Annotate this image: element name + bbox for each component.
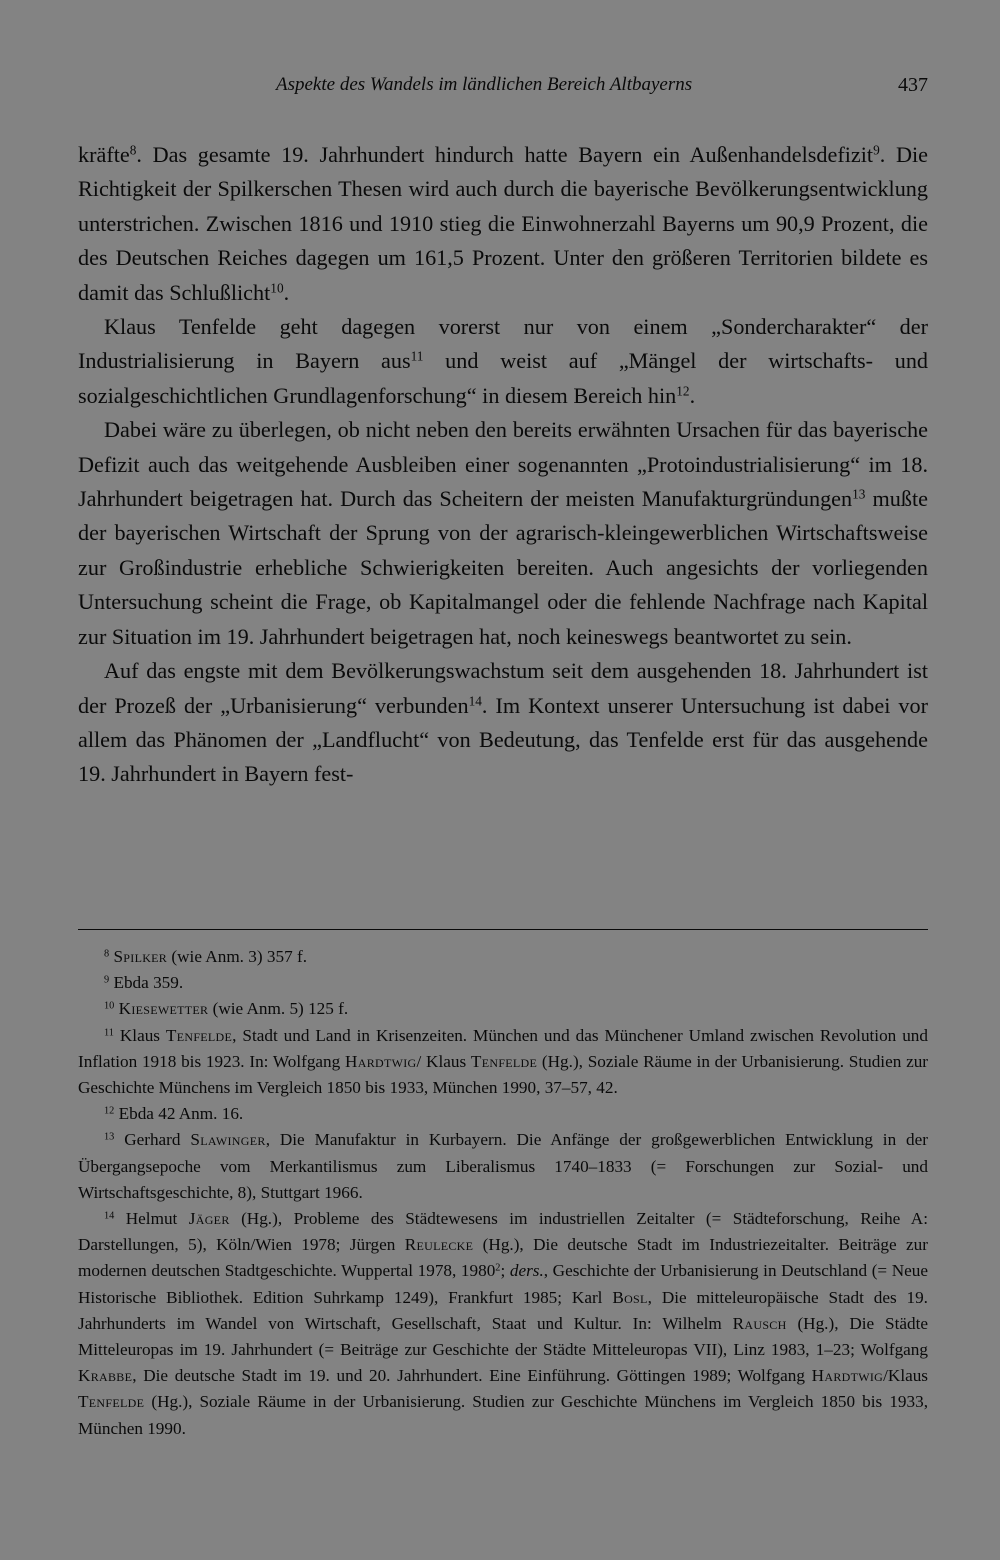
footnote-10 — [78, 996, 928, 1022]
author-name: Hardtwig — [345, 1051, 417, 1071]
text-run: , Geschichte der Urbanisierung in Deutschland (= Neue Historische Bibliothek. Edition Suhrkamp 1249), Frankfurt 1985; Karl — [78, 1261, 928, 1307]
text-run: /Klaus — [883, 1366, 928, 1386]
paragraph-4 — [78, 654, 928, 792]
footnote-14 — [78, 1206, 928, 1442]
footnote-ref: 10 — [270, 280, 284, 296]
text-run: . Die Richtigkeit der Spilkerschen Thesen wird auch durch die bayerische Bevölkerungsentwicklung unterstrichen. Zwischen 1816 und 1910 stieg die Einwohnerzahl Bayerns um 90,9 Prozent, die des Deutschen Reiches dagegen um 161,5 Prozent. Unter den größeren Territorien bildete es damit das Schlußlicht — [78, 142, 928, 305]
author-name: Tenfelde — [78, 1392, 145, 1412]
author-name: Slawinger — [190, 1130, 266, 1150]
page-header — [78, 74, 928, 104]
text-run: Helmut — [114, 1209, 189, 1229]
text-run: , Stadt und Land in Krisenzeiten. München und das Münchener Umland zwischen Revolution und Inflation 1918 bis 1923. In: Wolfgang — [78, 1025, 928, 1071]
italic-ders: ders. — [509, 1261, 544, 1281]
text-run: (Hg.), Soziale Räume in der Urbanisierung. Studien zur Geschichte Münchens im Vergleich 1850 bis 1933, München 1990. — [78, 1392, 928, 1438]
footnote-11 — [78, 1023, 928, 1102]
text-run: Gerhard — [114, 1130, 191, 1150]
footnotes — [78, 944, 928, 1442]
text-run: (Hg.), Probleme des Städtewesens im industriellen Zeitalter (= Städteforschung, Reihe A: Darstellungen, 5), Köln/Wien 1978; Jürgen — [78, 1209, 928, 1255]
footnote-number: 10 — [104, 1000, 115, 1012]
text-run: (wie Anm. 3) 357 f. — [167, 947, 307, 966]
text-run: . — [283, 279, 290, 305]
footnote-12 — [78, 1101, 928, 1127]
author-name: Kiesewetter — [118, 999, 209, 1019]
text-run: Klaus — [113, 1025, 166, 1045]
author-name: Krabbe — [78, 1366, 133, 1386]
text-run: ; — [500, 1261, 510, 1281]
author-name: Reulecke — [404, 1235, 474, 1255]
author-name: Bosl — [612, 1287, 648, 1307]
book-page — [78, 0, 928, 1560]
footnote-number: 12 — [104, 1105, 115, 1117]
paragraph-1 — [78, 138, 928, 310]
text-run: Dabei wäre zu überlegen, ob nicht neben den bereits erwähnten Ursachen für das bayerische Defizit auch das weitgehende Ausbleiben einer sogenannten „Protoindustrialisierung“ im 18. Jahrhundert beigetragen hat. Durch das Scheitern der meisten Manufakturgründungen — [78, 417, 928, 512]
text-run: Auf das engste mit dem Bevölkerungswachstum seit dem ausgehenden 18. Jahrhundert ist der Prozeß der „Urbanisierung“ verbunden — [78, 658, 928, 718]
text-run: . — [689, 382, 696, 408]
author-name: Tenfelde — [470, 1051, 538, 1071]
text-run: (wie Anm. 5) 125 f. — [208, 999, 349, 1019]
footnote-number: 14 — [104, 1210, 115, 1222]
main-text — [78, 138, 928, 792]
footnote-ref: 12 — [676, 383, 690, 399]
text-run: Ebda 359. — [109, 973, 184, 993]
footnote-divider — [78, 929, 928, 930]
edition-superscript: 2 — [495, 1262, 501, 1274]
text-run: , Die deutsche Stadt im 19. und 20. Jahrhundert. Eine Einführung. Göttingen 1989; Wolfgang — [132, 1366, 812, 1386]
text-run: , Die mitteleuropäische Stadt des 19. Jahrhunderts im Wandel von Wirtschaft, Gesellschaft, Staat und Kultur. In: Wilhelm — [78, 1287, 928, 1333]
footnote-ref: 8 — [129, 142, 137, 158]
footnote-13 — [78, 1127, 928, 1206]
text-run: , Die Manufaktur in Kurbayern. Die Anfänge der großgewerblichen Entwicklung in der Übergangsepoche vom Merkantilismus zum Liberalismus 1740–1833 (= Forschungen zur Sozial- und Wirtschaftsgeschichte, 8), Stuttgart 1966. — [78, 1130, 929, 1202]
running-title: Aspekte des Wandels im ländlichen Bereich Altbayerns — [276, 74, 693, 95]
footnote-ref: 13 — [852, 486, 866, 502]
author-name: Hardtwig — [811, 1366, 884, 1386]
footnote-number: 8 — [104, 948, 110, 960]
text-run: / Klaus — [416, 1051, 471, 1071]
text-run: . Im Kontext unserer Untersuchung ist dabei vor allem das Phänomen der „Landflucht“ von Bedeutung, das Tenfelde erst für das ausgehende 19. Jahrhundert in Bayern fest- — [78, 692, 929, 787]
text-run: (Hg.), Die Städte Mitteleuropas im 19. Jahrhundert (= Beiträge zur Geschichte der Städte Mitteleuropas VII), Linz 1983, 1–23; Wolfgang — [78, 1313, 928, 1360]
text-run: (Hg.), Soziale Räume in der Urbanisierung. Studien zur Geschichte Münchens im Vergleich 1850 bis 1933, München 1990, 37–57, 42. — [78, 1051, 929, 1098]
text-run: kräfte — [78, 142, 130, 167]
text-run: Klaus Tenfelde geht dagegen vorerst nur von einem „Sondercharakter“ der Industrialisierung in Bayern aus — [78, 314, 928, 374]
text-run: und weist auf „Mängel der wirtschafts- und sozialgeschichtlichen Grundlagenforschung“ in diesem Bereich hin — [78, 348, 929, 408]
author-name: Spilker — [113, 947, 168, 966]
author-name: Tenfelde — [165, 1025, 233, 1045]
footnote-number: 11 — [104, 1026, 114, 1038]
text-run: (Hg.), Die deutsche Stadt im Industriezeitalter. Beiträge zur modernen deutschen Stadtgeschichte. Wuppertal 1978, 1980 — [78, 1235, 928, 1281]
paragraph-3 — [78, 413, 928, 654]
footnote-ref: 9 — [873, 142, 880, 158]
footnote-9 — [78, 970, 928, 996]
text-run: Ebda 42 Anm. 16. — [114, 1104, 244, 1124]
page-number: 437 — [898, 74, 928, 96]
text-run: . Das gesamte 19. Jahrhundert hindurch hatte Bayern ein Außenhandelsdefizit — [136, 142, 874, 167]
author-name: Jäger — [188, 1209, 230, 1229]
paragraph-2 — [78, 310, 928, 413]
footnote-number: 13 — [104, 1131, 115, 1143]
footnote-ref: 11 — [410, 349, 424, 365]
author-name: Rausch — [732, 1313, 787, 1333]
text-run: mußte der bayerischen Wirtschaft der Sprung von der agrarisch-kleingewerblichen Wirtschaftsweise zur Großindustrie erhebliche Schwierigkeiten bereiten. Auch angesichts der vorliegenden Untersuchung scheint die Frage, ob Kapitalmangel oder die fehlende Nachfrage nach Kapital zur Situation im 19. Jahrhundert beigetragen hat, noch keineswegs beantwortet zu sein. — [78, 486, 928, 649]
footnote-number: 9 — [104, 974, 110, 986]
footnote-8 — [78, 944, 928, 970]
footnote-ref: 14 — [468, 693, 482, 709]
